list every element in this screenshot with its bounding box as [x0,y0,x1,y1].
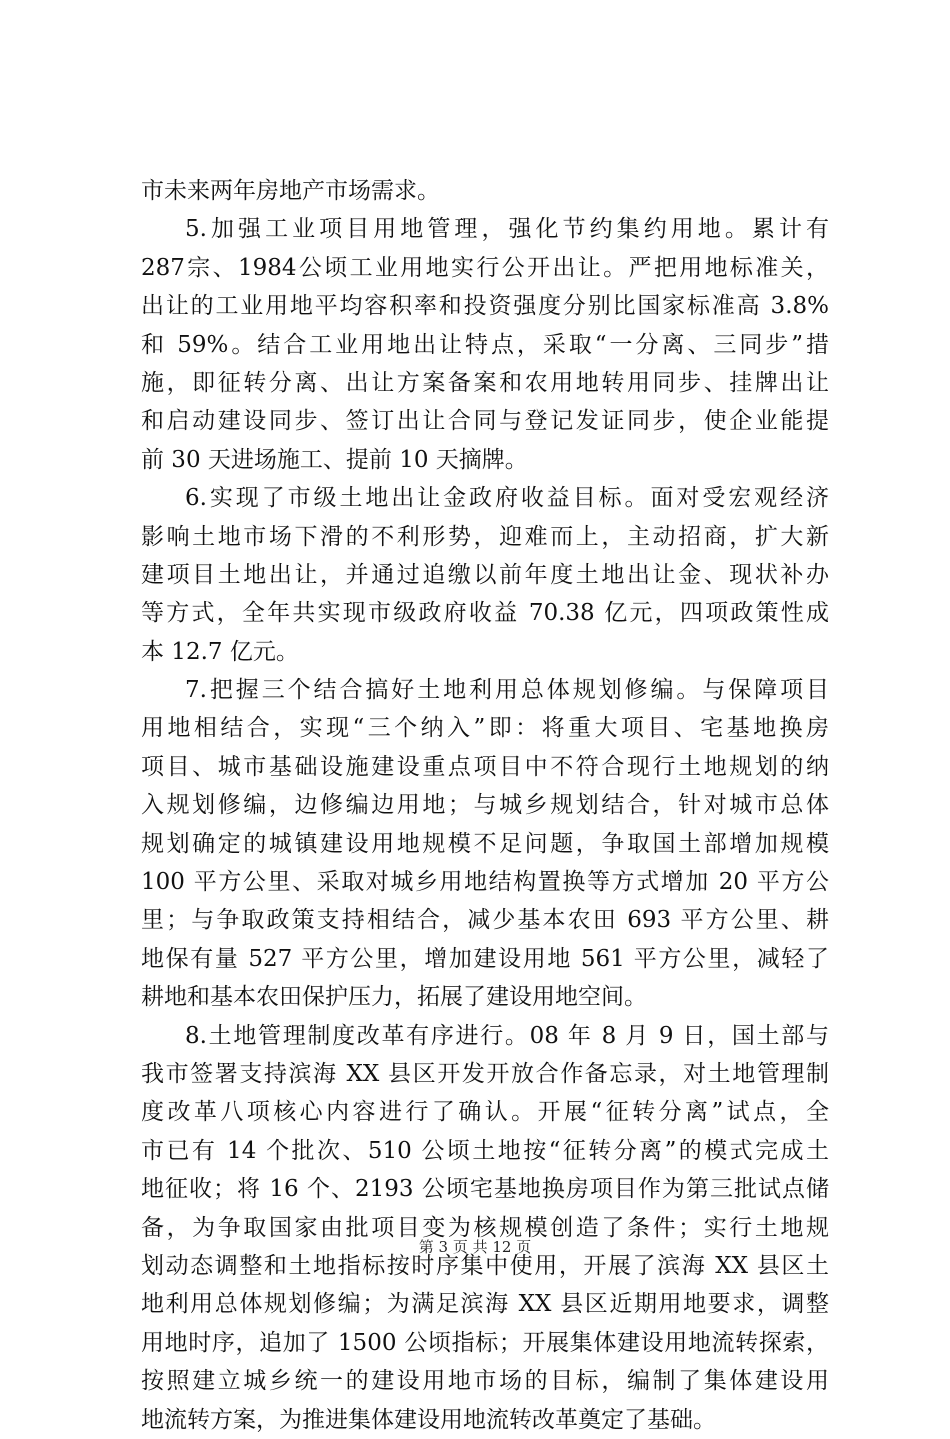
text-line: 建项目土地出让，并通过追缴以前年度土地出让金、现状补办 [141,561,829,588]
text-line: 地征收；将 16 个、2193 公顷宅基地换房项目作为第三批试点储 [141,1176,829,1203]
text-line: 8.土地管理制度改革有序进行。08 年 8 月 9 日，国土部与 [185,1022,829,1049]
text-line: 地保有量 527 平方公里，增加建设用地 561 平方公里，减轻了 [141,945,829,972]
text-line: 度改革八项核心内容进行了确认。开展“征转分离”试点，全 [141,1099,829,1126]
text-line: 备，为争取国家由批项目变为核规模创造了条件；实行土地规 [141,1214,829,1241]
text-line: 划动态调整和土地指标按时序集中使用，开展了滨海 XX 县区土 [141,1252,829,1279]
text-line: 里；与争取政策支持相结合，减少基本农田 693 平方公里、耕 [141,907,829,934]
text-line: 和 59%。结合工业用地出让特点，采取“一分离、三同步”措 [141,331,829,358]
text-line: 规划确定的城镇建设用地规模不足问题，争取国土部增加规模 [141,830,829,857]
text-line: 按照建立城乡统一的建设用地市场的目标，编制了集体建设用 [141,1368,829,1395]
text-line: 前 30 天进场施工、提前 10 天摘牌。 [141,446,528,473]
text-line: 入规划修编，边修编边用地；与城乡规划结合，针对城市总体 [141,792,829,819]
text-line: 7.把握三个结合搞好土地利用总体规划修编。与保障项目 [185,677,829,704]
text-line: 市未来两年房地产市场需求。 [141,178,440,204]
text-line: 和启动建设同步、签订出让合同与登记发证同步，使企业能提 [141,408,829,435]
page-footer: 第 3 页 共 12 页 [418,1238,532,1256]
text-line: 出让的工业用地平均容积率和投资强度分别比国家标准高 3.8% [141,293,829,320]
text-line: 等方式，全年共实现市级政府收益 70.38 亿元，四项政策性成 [141,600,829,627]
text-line: 用地相结合，实现“三个纳入”即：将重大项目、宅基地换房 [141,715,829,742]
text-line: 地利用总体规划修编；为满足滨海 XX 县区近期用地要求，调整 [141,1291,829,1318]
text-line: 5.加强工业项目用地管理，强化节约集约用地。累计有 [185,216,829,243]
text-line: 本 12.7 亿元。 [141,638,299,665]
text-line: 地流转方案，为推进集体建设用地流转改革奠定了基础。 [141,1406,716,1433]
text-line: 287宗、1984公顷工业用地实行公开出让。严把用地标准关， [141,254,829,281]
text-line: 我市签署支持滨海 XX 县区开发开放合作备忘录，对土地管理制 [141,1060,829,1087]
text-line: 施，即征转分离、出让方案备案和农用地转用同步、挂牌出让 [141,369,829,396]
text-line: 影响土地市场下滑的不利形势，迎难而上，主动招商，扩大新 [141,523,829,550]
text-line: 6.实现了市级土地出让金政府收益目标。面对受宏观经济 [185,485,829,512]
text-line: 耕地和基本农田保护压力，拓展了建设用地空间。 [141,984,647,1011]
text-line: 100 平方公里、采取对城乡用地结构置换等方式增加 20 平方公 [141,869,829,896]
text-line: 市已有 14 个批次、510 公顷土地按“征转分离”的模式完成土 [141,1137,829,1164]
text-line: 用地时序，追加了 1500 公顷指标；开展集体建设用地流转探索， [141,1329,829,1356]
text-line: 项目、城市基础设施建设重点项目中不符合现行土地规划的纳 [141,753,829,780]
